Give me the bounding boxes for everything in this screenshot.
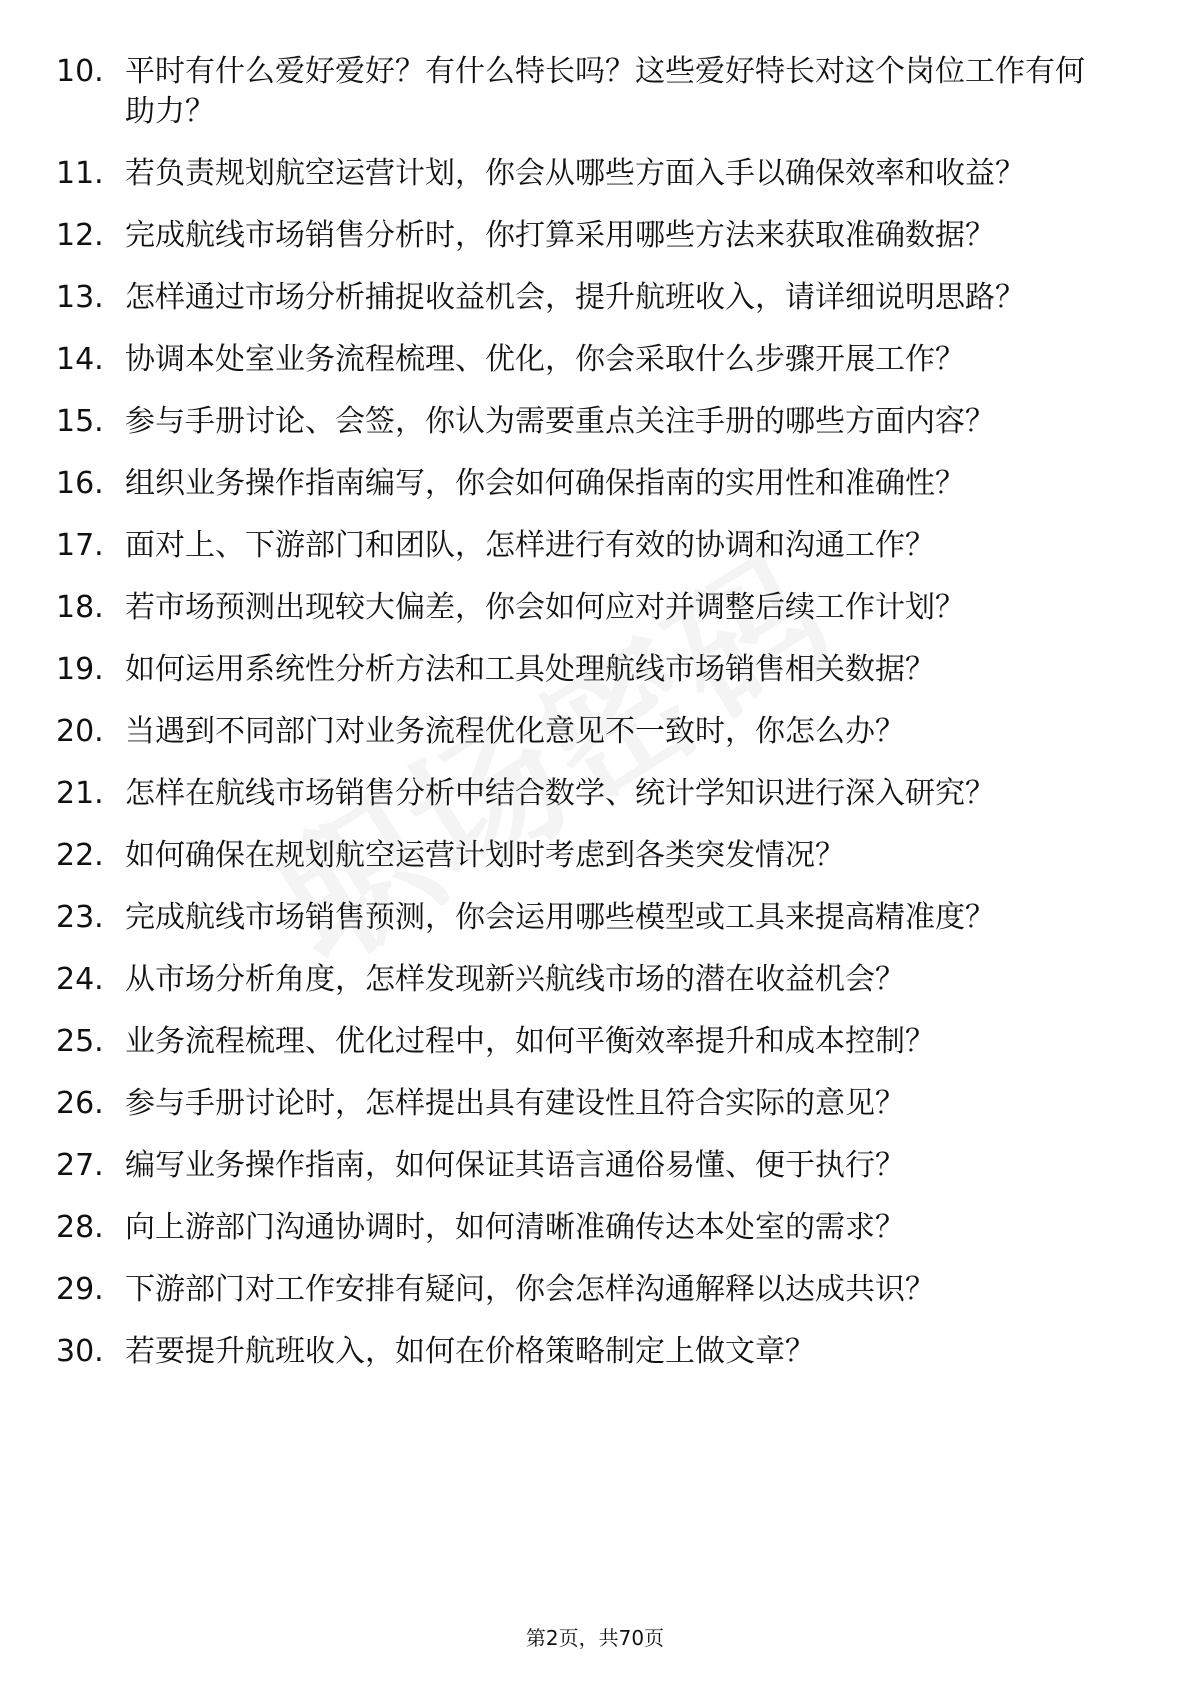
page-footer: 第2页，共70页 <box>525 1626 665 1650</box>
question-number: 17. <box>56 528 104 563</box>
question-item <box>0 402 1190 442</box>
question-number: 22. <box>56 838 104 873</box>
question-text: 参与手册讨论、会签，你认为需要重点关注手册的哪些方面内容？ <box>125 404 995 439</box>
question-number: 29. <box>56 1272 104 1307</box>
question-item <box>0 52 1190 132</box>
question-text: 如何运用系统性分析方法和工具处理航线市场销售相关数据？ <box>125 652 935 687</box>
question-item <box>0 1022 1190 1062</box>
question-text: 编写业务操作指南，如何保证其语言通俗易懂、便于执行？ <box>125 1148 905 1183</box>
question-number: 14. <box>56 342 104 377</box>
question-number: 30. <box>56 1334 104 1369</box>
question-item <box>0 154 1190 194</box>
question-number: 16. <box>56 466 104 501</box>
question-text: 怎样通过市场分析捕捉收益机会，提升航班收入，请详细说明思路？ <box>125 280 1025 315</box>
question-item <box>0 1146 1190 1186</box>
question-item <box>0 774 1190 814</box>
question-text: 完成航线市场销售分析时，你打算采用哪些方法来获取准确数据？ <box>125 218 995 253</box>
question-item <box>0 1084 1190 1124</box>
question-text: 下游部门对工作安排有疑问，你会怎样沟通解释以达成共识？ <box>125 1272 935 1307</box>
question-number: 26. <box>56 1086 104 1121</box>
question-number: 19. <box>56 652 104 687</box>
question-text: 面对上、下游部门和团队，怎样进行有效的协调和沟通工作？ <box>125 528 935 563</box>
question-text: 若市场预测出现较大偏差，你会如何应对并调整后续工作计划？ <box>125 590 965 625</box>
question-item <box>0 526 1190 566</box>
question-item <box>0 464 1190 504</box>
question-list <box>0 52 1190 1394</box>
question-item <box>0 340 1190 380</box>
question-text: 业务流程梳理、优化过程中，如何平衡效率提升和成本控制？ <box>125 1024 935 1059</box>
question-text: 怎样在航线市场销售分析中结合数学、统计学知识进行深入研究？ <box>125 776 995 811</box>
question-item <box>0 712 1190 752</box>
question-text: 若负责规划航空运营计划，你会从哪些方面入手以确保效率和收益？ <box>125 156 1025 191</box>
question-item <box>0 278 1190 318</box>
question-number: 10. <box>56 54 104 89</box>
question-item <box>0 650 1190 690</box>
question-text: 从市场分析角度，怎样发现新兴航线市场的潜在收益机会？ <box>125 962 905 997</box>
question-text: 当遇到不同部门对业务流程优化意见不一致时，你怎么办？ <box>125 714 905 749</box>
question-item <box>0 216 1190 256</box>
question-number: 11. <box>56 156 104 191</box>
question-number: 15. <box>56 404 104 439</box>
question-text: 协调本处室业务流程梳理、优化，你会采取什么步骤开展工作？ <box>125 342 965 377</box>
question-text: 组织业务操作指南编写，你会如何确保指南的实用性和准确性？ <box>125 466 965 501</box>
question-number: 18. <box>56 590 104 625</box>
question-text: 平时有什么爱好爱好？有什么特长吗？这些爱好特长对这个岗位工作有何助力？ <box>125 54 1085 129</box>
question-item <box>0 588 1190 628</box>
question-number: 27. <box>56 1148 104 1183</box>
question-text: 如何确保在规划航空运营计划时考虑到各类突发情况？ <box>125 838 845 873</box>
question-text: 向上游部门沟通协调时，如何清晰准确传达本处室的需求？ <box>125 1210 905 1245</box>
question-item <box>0 898 1190 938</box>
question-item <box>0 836 1190 876</box>
question-item <box>0 960 1190 1000</box>
question-text: 若要提升航班收入，如何在价格策略制定上做文章？ <box>125 1334 815 1369</box>
question-item <box>0 1270 1190 1310</box>
question-number: 12. <box>56 218 104 253</box>
question-number: 28. <box>56 1210 104 1245</box>
question-number: 21. <box>56 776 104 811</box>
question-number: 25. <box>56 1024 104 1059</box>
question-item <box>0 1208 1190 1248</box>
question-number: 13. <box>56 280 104 315</box>
question-item <box>0 1332 1190 1372</box>
question-text: 参与手册讨论时，怎样提出具有建设性且符合实际的意见？ <box>125 1086 905 1121</box>
question-text: 完成航线市场销售预测，你会运用哪些模型或工具来提高精准度？ <box>125 900 995 935</box>
question-number: 20. <box>56 714 104 749</box>
question-number: 24. <box>56 962 104 997</box>
question-number: 23. <box>56 900 104 935</box>
